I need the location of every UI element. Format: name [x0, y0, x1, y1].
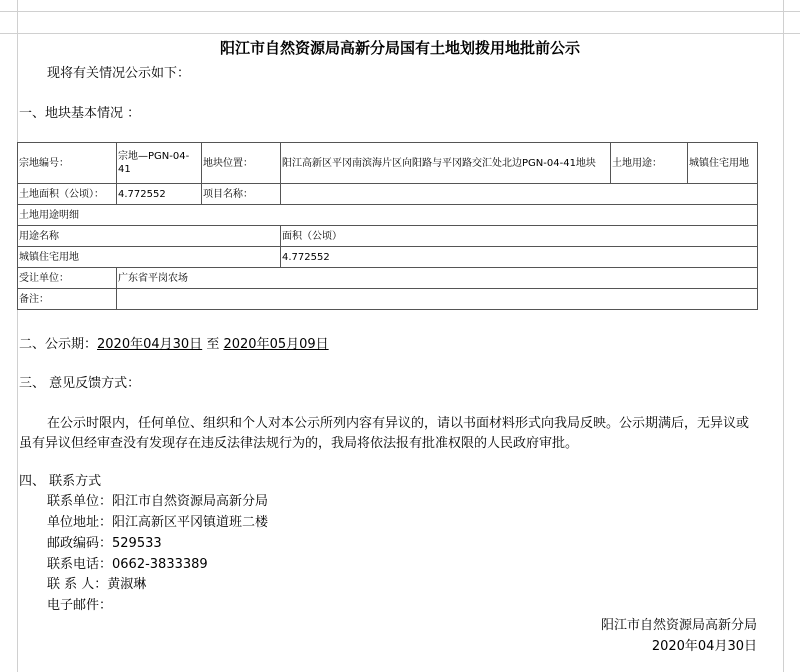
- contact-person: [47, 577, 146, 593]
- remarks-label: 备注：: [18, 289, 117, 310]
- receiver-value: 广东省平岗农场: [117, 268, 758, 289]
- contact-value: 黄淑琳: [107, 577, 147, 592]
- divider: [0, 33, 800, 34]
- table-row: [18, 289, 758, 310]
- contact-label: 邮政编码：: [47, 536, 113, 551]
- contact-value: 529533: [112, 536, 162, 551]
- contact-address: [47, 515, 268, 531]
- margin-guide: [17, 0, 18, 672]
- publicity-end-date: 2020年05月09日: [223, 337, 329, 352]
- contact-phone: [47, 557, 208, 573]
- land-area-value: 4.772552: [117, 184, 202, 205]
- section-heading-contact: 四、 联系方式: [19, 474, 102, 489]
- contact-unit: [47, 494, 268, 510]
- divider: [0, 11, 800, 12]
- section-heading-feedback: 三、 意见反馈方式：: [19, 376, 141, 391]
- feedback-paragraph: 在公示时限内，任何单位、组织和个人对本公示所列内容有异议的，请以书面材料形式向我局反映。公示期满后，无异议或虽有异议但经审查没有发现存在违反法律法规行为的，我局将依法报有批准权限的人民政府审批。: [19, 416, 750, 451]
- location-value: 阳江高新区平冈南滨海片区向阳路与平冈路交汇处北边PGN-04-41地块: [281, 143, 611, 184]
- receiver-label: 受让单位：: [18, 268, 117, 289]
- contact-label: 单位地址：: [47, 515, 113, 530]
- margin-guide: [783, 0, 784, 672]
- detail-col-use-name: 用途名称: [18, 226, 281, 247]
- intro-text: 现将有关情况公示如下：: [47, 66, 191, 81]
- signature-org: 阳江市自然资源局高新分局: [600, 618, 757, 633]
- contact-label: 联 系 人：: [47, 577, 108, 592]
- publicity-start-date: 2020年04月30日: [97, 337, 203, 352]
- land-use-label: 土地用途：: [611, 143, 688, 184]
- detail-area: 4.772552: [281, 247, 758, 268]
- table-row: [18, 205, 758, 226]
- contact-value: 阳江高新区平冈镇道班二楼: [112, 515, 269, 530]
- detail-use-name: 城镇住宅用地: [18, 247, 281, 268]
- signature-date: 2020年04月30日: [651, 639, 757, 654]
- section-heading-basic-info: 一、地块基本情况 ：: [19, 106, 141, 121]
- project-name-label: 项目名称：: [202, 184, 281, 205]
- contact-label: 联系电话：: [47, 557, 113, 572]
- contact-label: 联系单位：: [47, 494, 113, 509]
- contact-value: 0662-3833389: [112, 557, 208, 572]
- project-name-value: [281, 184, 758, 205]
- table-row: [18, 143, 758, 184]
- remarks-value: [117, 289, 758, 310]
- contact-postcode: [47, 536, 162, 552]
- land-area-label: 土地面积（公顷）：: [18, 184, 117, 205]
- table-row: [18, 247, 758, 268]
- publicity-to: 至: [206, 337, 220, 352]
- land-use-detail-header: 土地用途明细: [18, 205, 758, 226]
- contact-label: 电子邮件：: [47, 598, 113, 613]
- land-info-table: [17, 142, 758, 310]
- contact-email: [47, 598, 112, 614]
- detail-col-area: 面积（公顷）: [281, 226, 758, 247]
- page-title: 阳江市自然资源局高新分局国有土地划拨用地批前公示: [219, 39, 580, 57]
- publicity-period: [19, 337, 329, 353]
- table-row: [18, 268, 758, 289]
- location-label: 地块位置：: [202, 143, 281, 184]
- contact-value: 阳江市自然资源局高新分局: [112, 494, 269, 509]
- land-use-value: 城镇住宅用地: [688, 143, 758, 184]
- table-row: [18, 226, 758, 247]
- table-row: [18, 184, 758, 205]
- parcel-number-value: 宗地—PGN-04-41: [117, 143, 202, 184]
- parcel-number-label: 宗地编号：: [18, 143, 117, 184]
- publicity-period-label: 二、公示期：: [19, 337, 98, 352]
